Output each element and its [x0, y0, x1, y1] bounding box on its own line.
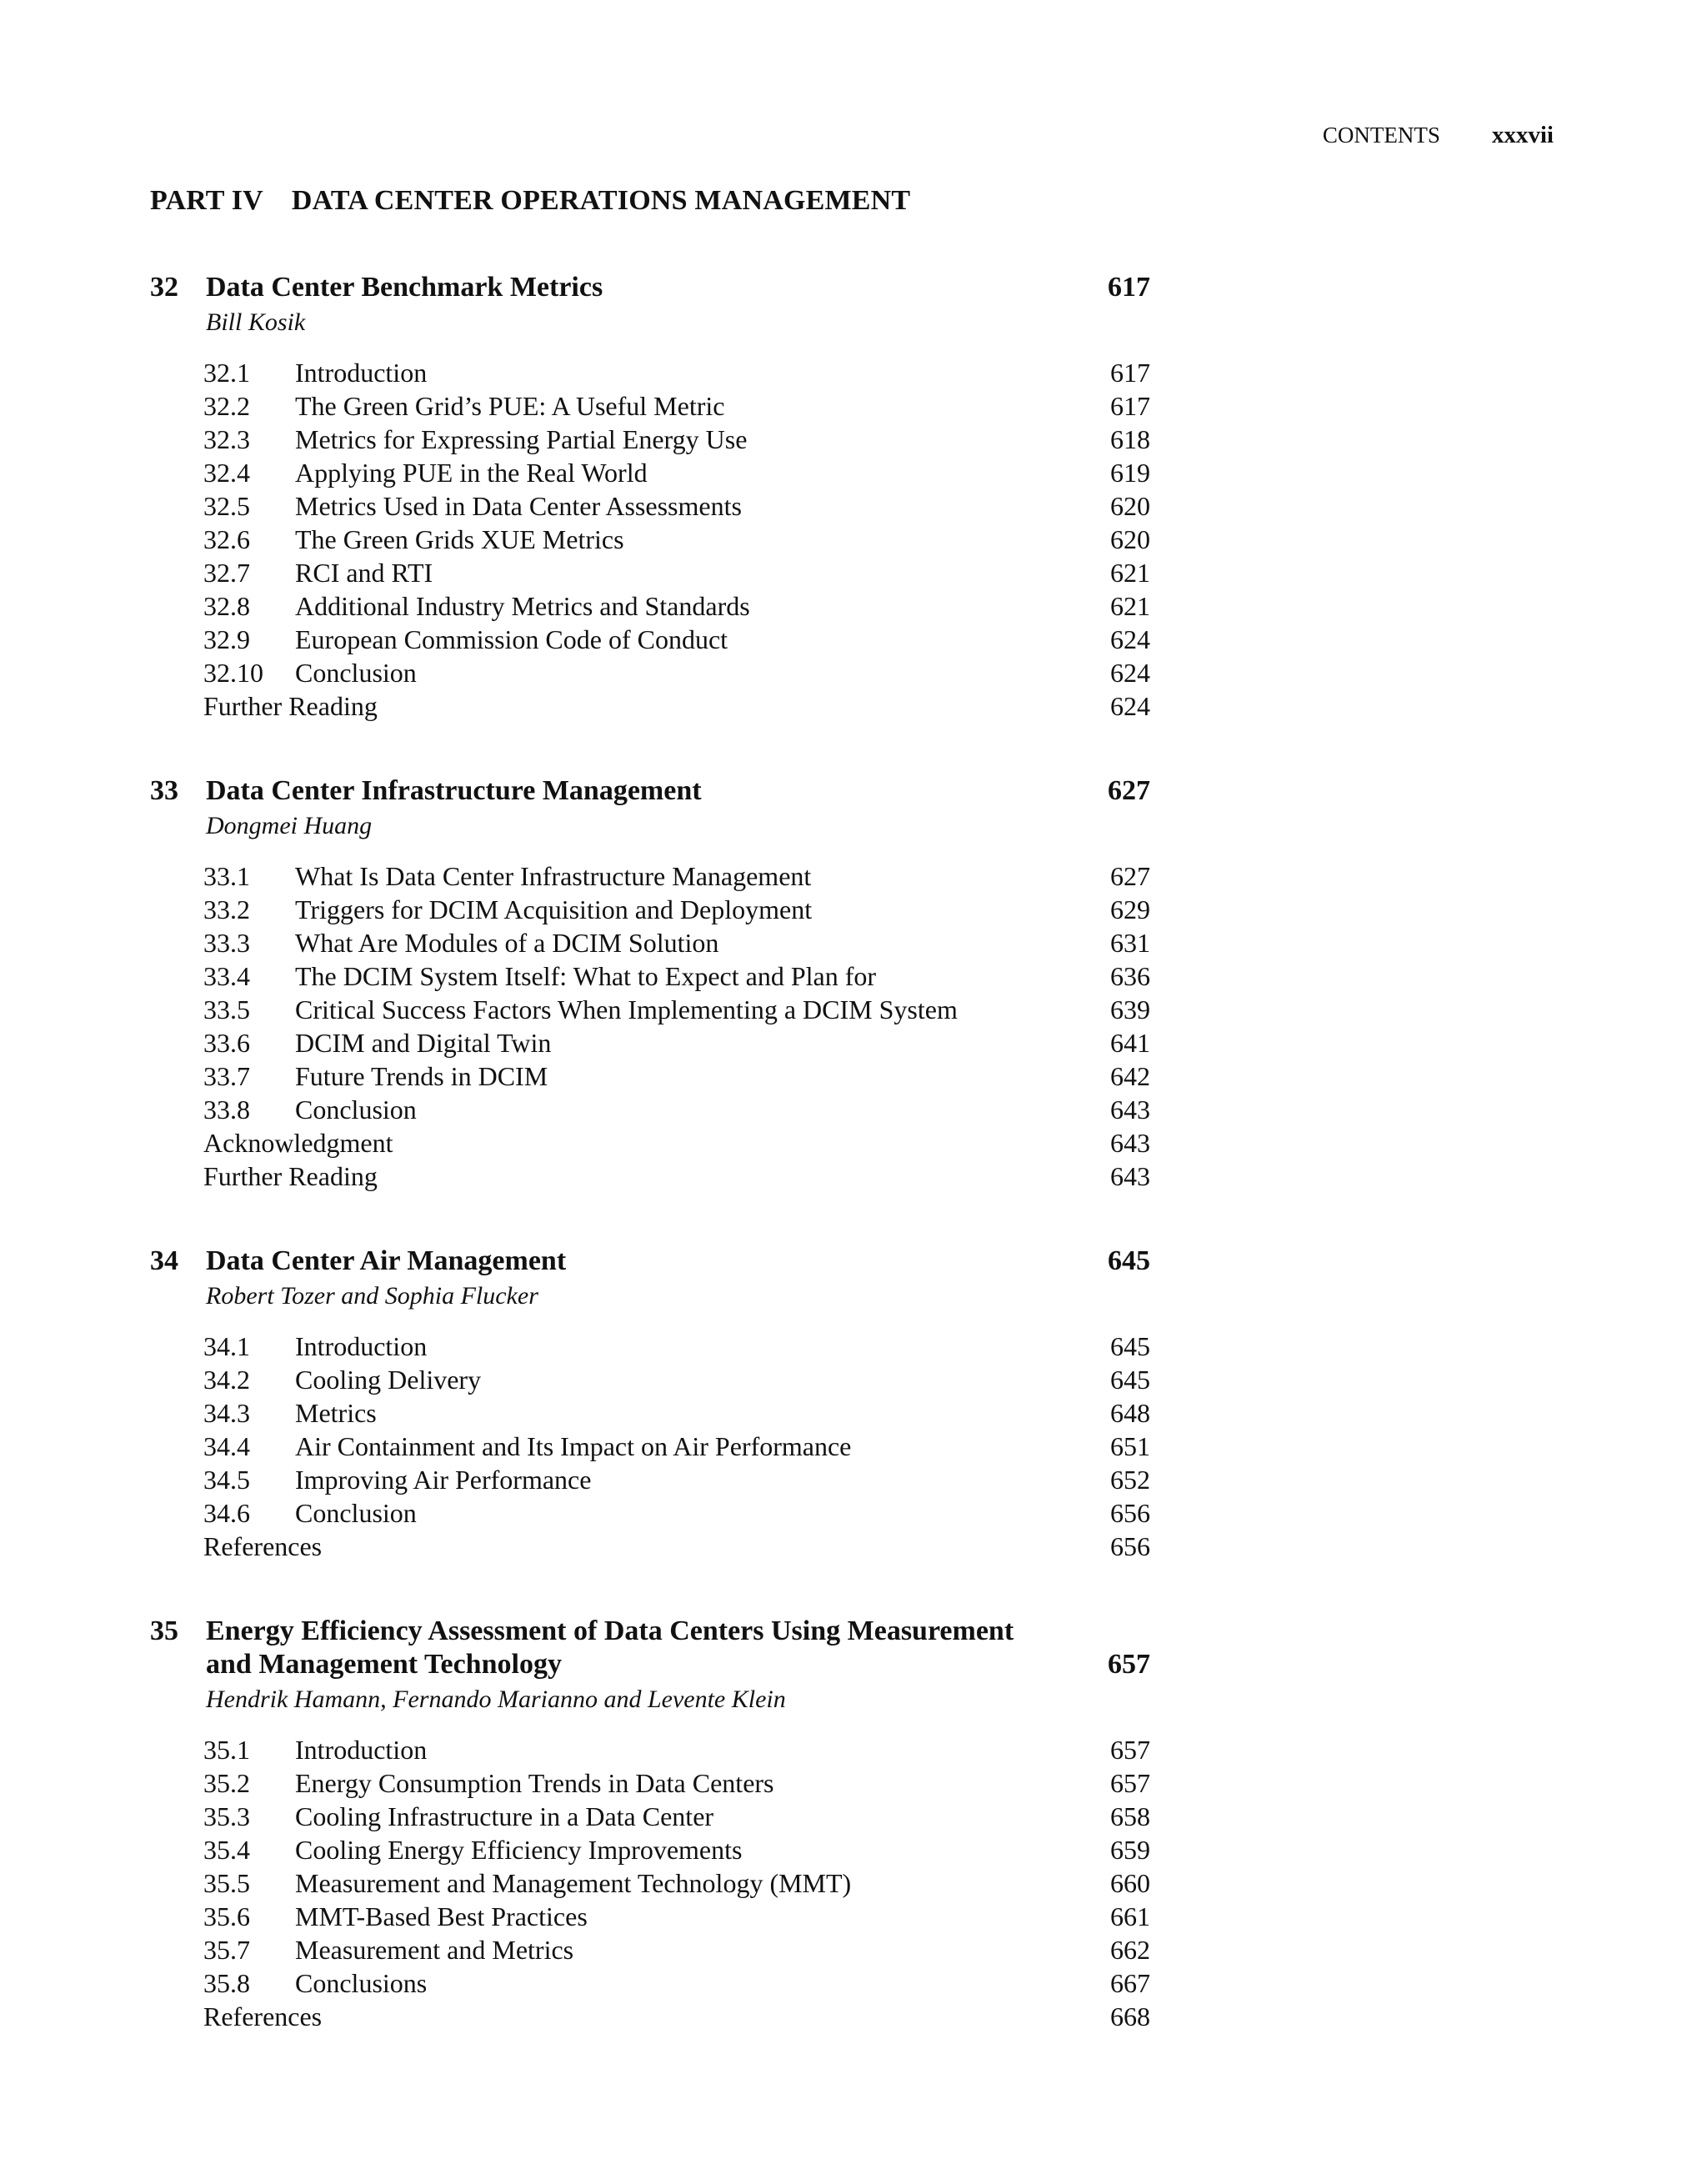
chapter-number: 33 — [150, 775, 178, 806]
chapter-number: 34 — [150, 1245, 178, 1276]
toc-entry[interactable] — [150, 993, 1150, 1026]
section-page-number: 617 — [1110, 391, 1150, 421]
section-page-number: 642 — [1110, 1061, 1150, 1091]
section-title: Conclusions — [295, 1968, 428, 1998]
section-page-number: 624 — [1110, 691, 1150, 721]
section-title: European Commission Code of Conduct — [295, 624, 728, 654]
toc-entry[interactable] — [150, 959, 1150, 993]
section-number: 35.7 — [203, 1935, 250, 1965]
section-title: Acknowledgment — [203, 1128, 393, 1158]
section-title: What Is Data Center Infrastructure Management — [295, 861, 812, 891]
section-number: 33.8 — [203, 1095, 250, 1125]
section-title: The Green Grid’s PUE: A Useful Metric — [295, 391, 725, 421]
section-title: Conclusion — [295, 1498, 417, 1528]
section-title: Critical Success Factors When Implementing a DCIM System — [295, 994, 958, 1024]
section-title: Cooling Energy Efficiency Improvements — [295, 1835, 743, 1865]
section-page-number: 624 — [1110, 658, 1150, 688]
section-page-number: 643 — [1110, 1128, 1150, 1158]
chapter-authors: Dongmei Huang — [206, 812, 373, 839]
section-page-number: 621 — [1110, 591, 1150, 621]
section-number: 35.2 — [203, 1768, 250, 1798]
section-page-number: 621 — [1110, 558, 1150, 588]
section-title: Introduction — [295, 1331, 428, 1361]
section-number: 35.4 — [203, 1835, 250, 1865]
section-title: Measurement and Metrics — [295, 1935, 574, 1965]
section-number: 34.6 — [203, 1498, 250, 1528]
chapter-authors: Hendrik Hamann, Fernando Marianno and Levente Klein — [206, 1686, 786, 1713]
chapter-page-number: 627 — [1108, 775, 1150, 806]
section-number: 35.6 — [203, 1901, 250, 1931]
section-title: Cooling Delivery — [295, 1365, 482, 1395]
section-page-number: 662 — [1110, 1935, 1150, 1965]
toc-entry[interactable] — [150, 523, 1150, 556]
section-number: 33.5 — [203, 994, 250, 1024]
toc-entry[interactable] — [150, 859, 1150, 893]
toc-entry[interactable] — [150, 2000, 1150, 2033]
section-number: 32.5 — [203, 491, 250, 521]
chapter-33 — [150, 774, 1150, 1193]
section-title: Metrics for Expressing Partial Energy Use — [295, 424, 748, 454]
section-number: 32.7 — [203, 558, 250, 588]
toc-entry[interactable] — [150, 1530, 1150, 1563]
section-page-number: 643 — [1110, 1095, 1150, 1125]
toc-entry[interactable] — [150, 456, 1150, 489]
section-number: 34.4 — [203, 1431, 250, 1461]
section-number: 35.8 — [203, 1968, 250, 1998]
chapter-list — [150, 271, 1150, 2085]
chapter-32 — [150, 271, 1150, 723]
section-page-number: 643 — [1110, 1161, 1150, 1191]
section-title: Conclusion — [295, 1095, 417, 1125]
toc-entry[interactable] — [150, 1933, 1150, 1966]
section-page-number: 667 — [1110, 1968, 1150, 1998]
chapter-heading[interactable] — [150, 1615, 1150, 1681]
chapter-number: 35 — [150, 1615, 178, 1646]
section-number: 32.1 — [203, 358, 250, 388]
toc-entry[interactable] — [150, 356, 1150, 389]
toc-entry[interactable] — [150, 656, 1150, 689]
section-page-number: 656 — [1110, 1498, 1150, 1528]
section-title: What Are Modules of a DCIM Solution — [295, 928, 719, 958]
section-page-number: 659 — [1110, 1835, 1150, 1865]
toc-entry[interactable] — [150, 1966, 1150, 2000]
section-title: Future Trends in DCIM — [295, 1061, 548, 1091]
section-number: 33.7 — [203, 1061, 250, 1091]
section-page-number: 627 — [1110, 861, 1150, 891]
section-number: 35.1 — [203, 1735, 250, 1765]
section-page-number: 656 — [1110, 1531, 1150, 1561]
section-number: 32.4 — [203, 458, 250, 488]
section-number: 32.9 — [203, 624, 250, 654]
section-page-number: 629 — [1110, 894, 1150, 924]
section-title: Measurement and Management Technology (MMT) — [295, 1868, 852, 1898]
toc-entry[interactable] — [150, 1833, 1150, 1866]
toc-entry[interactable] — [150, 1093, 1150, 1126]
section-number: 34.2 — [203, 1365, 250, 1395]
section-page-number: 624 — [1110, 624, 1150, 654]
section-number: 32.6 — [203, 524, 250, 554]
chapter-page-number: 617 — [1108, 272, 1150, 303]
section-number: 33.4 — [203, 961, 250, 991]
section-title: Additional Industry Metrics and Standards — [295, 591, 750, 621]
section-number: 34.1 — [203, 1331, 250, 1361]
toc-entry[interactable] — [150, 623, 1150, 656]
chapter-heading[interactable] — [150, 1245, 1150, 1278]
section-number: 33.3 — [203, 928, 250, 958]
section-title: Metrics — [295, 1398, 377, 1428]
section-page-number: 641 — [1110, 1028, 1150, 1058]
section-title: Cooling Infrastructure in a Data Center — [295, 1801, 714, 1831]
chapter-page-number: 657 — [1108, 1649, 1150, 1680]
section-number: 32.8 — [203, 591, 250, 621]
chapter-heading[interactable] — [150, 271, 1150, 304]
toc-entry[interactable] — [150, 1496, 1150, 1530]
section-title: Further Reading — [203, 691, 378, 721]
section-page-number: 661 — [1110, 1901, 1150, 1931]
chapter-title: Data Center Air Management — [206, 1245, 567, 1276]
section-page-number: 651 — [1110, 1431, 1150, 1461]
section-page-number: 620 — [1110, 491, 1150, 521]
chapter-heading[interactable] — [150, 774, 1150, 808]
section-number: 34.3 — [203, 1398, 250, 1428]
section-title: Triggers for DCIM Acquisition and Deployment — [295, 894, 813, 924]
section-page-number: 645 — [1110, 1365, 1150, 1395]
page-number: xxxvii — [1491, 122, 1554, 148]
section-number: 35.3 — [203, 1801, 250, 1831]
section-page-number: 657 — [1110, 1768, 1150, 1798]
part-title: DATA CENTER OPERATIONS MANAGEMENT — [291, 185, 911, 216]
section-number: 34.5 — [203, 1465, 250, 1495]
section-number: 32.10 — [203, 658, 263, 688]
section-number: 32.2 — [203, 391, 250, 421]
toc-entry[interactable] — [150, 1733, 1150, 1766]
running-head-section: CONTENTS — [1322, 123, 1440, 148]
chapter-title: Data Center Benchmark Metrics — [206, 272, 603, 303]
section-page-number: 618 — [1110, 424, 1150, 454]
section-page-number: 652 — [1110, 1465, 1150, 1495]
toc-entry[interactable] — [150, 1766, 1150, 1800]
part-label: PART IV — [150, 185, 263, 216]
section-title: Improving Air Performance — [295, 1465, 592, 1495]
section-page-number: 657 — [1110, 1735, 1150, 1765]
toc-entry[interactable] — [150, 1026, 1150, 1059]
toc-entry[interactable] — [150, 1126, 1150, 1160]
section-page-number: 636 — [1110, 961, 1150, 991]
section-page-number: 668 — [1110, 2001, 1150, 2031]
section-title: References — [203, 2001, 323, 2031]
section-title: MMT-Based Best Practices — [295, 1901, 588, 1931]
section-title: Applying PUE in the Real World — [295, 458, 648, 488]
toc-entry[interactable] — [150, 423, 1150, 456]
section-page-number: 631 — [1110, 928, 1150, 958]
section-page-number: 648 — [1110, 1398, 1150, 1428]
toc-entry[interactable] — [150, 893, 1150, 926]
toc-entry[interactable] — [150, 389, 1150, 423]
toc-entry[interactable] — [150, 1900, 1150, 1933]
section-number: 32.3 — [203, 424, 250, 454]
section-page-number: 617 — [1110, 358, 1150, 388]
toc-entry[interactable] — [150, 1160, 1150, 1193]
section-number: 33.1 — [203, 861, 250, 891]
section-title: Introduction — [295, 358, 428, 388]
toc-entry[interactable] — [150, 1800, 1150, 1833]
section-title: DCIM and Digital Twin — [295, 1028, 552, 1058]
toc-entry[interactable] — [150, 1866, 1150, 1900]
part-heading — [150, 185, 910, 217]
chapter-title: Data Center Infrastructure Management — [206, 775, 702, 806]
toc-entry[interactable] — [150, 1430, 1150, 1463]
section-title: Energy Consumption Trends in Data Centers — [295, 1768, 774, 1798]
section-title: References — [203, 1531, 323, 1561]
section-number: 33.6 — [203, 1028, 250, 1058]
chapter-page-number: 645 — [1108, 1245, 1150, 1276]
section-number: 35.5 — [203, 1868, 250, 1898]
chapter-34 — [150, 1245, 1150, 1563]
section-page-number: 645 — [1110, 1331, 1150, 1361]
section-title: Further Reading — [203, 1161, 378, 1191]
chapter-authors: Robert Tozer and Sophia Flucker — [206, 1282, 538, 1310]
section-title: RCI and RTI — [295, 558, 433, 588]
chapter-authors: Bill Kosik — [206, 308, 306, 336]
section-page-number: 660 — [1110, 1868, 1150, 1898]
toc-entry[interactable] — [150, 556, 1150, 589]
toc-entry[interactable] — [150, 926, 1150, 959]
chapter-title: Energy Efficiency Assessment of Data Centers Using Measurement and Management Technology — [206, 1615, 1014, 1680]
section-number: 33.2 — [203, 894, 250, 924]
toc-entry[interactable] — [150, 1330, 1150, 1363]
section-title: Conclusion — [295, 658, 417, 688]
section-title: Metrics Used in Data Center Assessments — [295, 491, 742, 521]
toc-entry[interactable] — [150, 589, 1150, 623]
section-title: The Green Grids XUE Metrics — [295, 524, 624, 554]
section-page-number: 639 — [1110, 994, 1150, 1024]
toc-entry[interactable] — [150, 1059, 1150, 1093]
section-page-number: 620 — [1110, 524, 1150, 554]
section-page-number: 658 — [1110, 1801, 1150, 1831]
chapter-number: 32 — [150, 272, 178, 303]
section-page-number: 619 — [1110, 458, 1150, 488]
toc-entry[interactable] — [150, 1463, 1150, 1496]
section-title: The DCIM System Itself: What to Expect and Plan for — [295, 961, 877, 991]
chapter-35 — [150, 1615, 1150, 2033]
toc-entry[interactable] — [150, 1363, 1150, 1396]
section-title: Air Containment and Its Impact on Air Performance — [295, 1431, 852, 1461]
toc-entry[interactable] — [150, 489, 1150, 523]
section-title: Introduction — [295, 1735, 428, 1765]
running-head — [1323, 122, 1554, 149]
toc-entry[interactable] — [150, 1396, 1150, 1430]
toc-entry[interactable] — [150, 689, 1150, 723]
